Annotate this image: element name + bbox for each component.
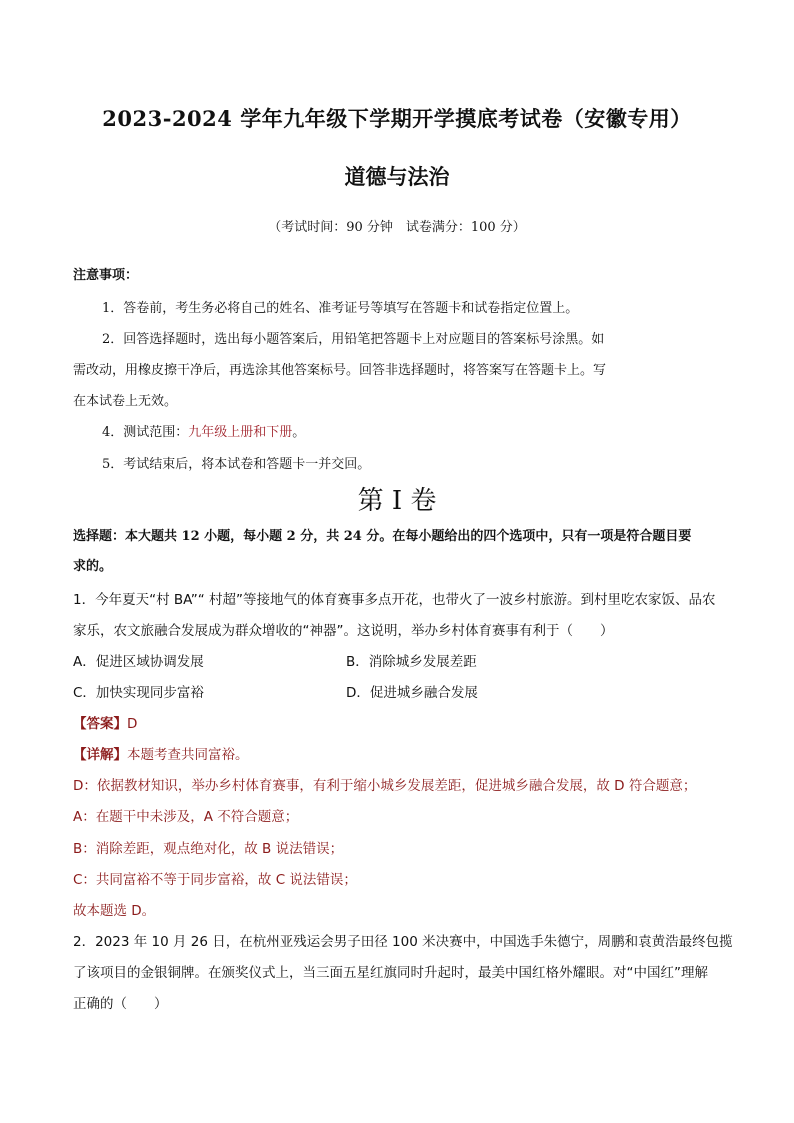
subject-title: 道德与法治 <box>344 164 450 189</box>
notice-item-1: 1．答卷前，考生务必将自己的姓名、准考证号等填写在答题卡和试卷指定位置上。 <box>102 301 579 316</box>
question-1-line-1: 1．今年夏天“村 BA”“ 村超”等接地气的体育赛事多点开花，也带火了一波乡村旅游。到村里吃农家饭、品农 <box>73 592 716 608</box>
question-1-answer <box>73 712 137 732</box>
notice-item-2-line-1: 2．回答选择题时，选出每小题答案后，用铅笔把答题卡上对应题目的答案标号涂黑。如 <box>102 332 605 347</box>
notice-item-4-suffix: 。 <box>292 425 306 440</box>
question-1-line-2: 家乐，农文旅融合发展成为群众增收的“神器”。这说明，举办乡村体育赛事有利于（ ） <box>73 623 614 639</box>
section-instructions-line-2: 求的。 <box>73 559 113 574</box>
question-1-detail <box>73 743 249 763</box>
notice-item-2-line-2: 需改动，用橡皮擦干净后，再选涂其他答案标号。回答非选择题时，将答案写在答题卡上。写 <box>73 363 607 378</box>
test-range: 九年级上册和下册 <box>188 425 293 440</box>
question-1-explanation-b: B：消除差距，观点绝对化，故 B 说法错误； <box>73 841 344 857</box>
exam-info: （考试时间：90 分钟 试卷满分：100 分） <box>268 220 526 235</box>
notice-item-4-prefix: 4．测试范围： <box>102 425 189 440</box>
question-1-explanation-a: A：在题干中未涉及，A 不符合题意； <box>73 809 299 825</box>
answer-tag: 【答案】 <box>73 716 127 732</box>
detail-tag: 【详解】 <box>73 747 127 763</box>
question-1-option-a: A．促进区域协调发展 <box>73 654 204 670</box>
question-1-explanation-d: D：依据教材知识，举办乡村体育赛事，有利于缩小城乡发展差距，促进城乡融合发展，故 D 符合题意； <box>73 778 697 794</box>
answer-value: D <box>127 716 138 732</box>
question-1-option-d: D．促进城乡融合发展 <box>346 685 478 701</box>
section-instructions-line-1: 选择题：本大题共 12 小题，每小题 2 分，共 24 分。在每小题给出的四个选项中，只有一项是符合题目要 <box>73 529 692 544</box>
detail-text: 本题考查共同富裕。 <box>127 747 249 763</box>
question-2-line-3: 正确的（ ） <box>73 996 168 1012</box>
question-2-line-1: 2．2023 年 10 月 26 日，在杭州亚残运会男子田径 100 米决赛中，中国选手朱德宁，周鹏和袁黄浩最终包揽 <box>73 934 733 950</box>
notice-heading: 注意事项： <box>73 268 139 283</box>
notice-item-2-line-3: 在本试卷上无效。 <box>73 394 178 409</box>
notice-item-4 <box>102 421 305 440</box>
question-1-option-b: B．消除城乡发展差距 <box>346 654 477 670</box>
question-1-option-c: C．加快实现同步富裕 <box>73 685 204 701</box>
exam-title: 2023-2024 学年九年级下学期开学摸底考试卷（安徽专用） <box>102 106 692 131</box>
section-title: 第 I 卷 <box>357 486 437 516</box>
question-2-line-2: 了该项目的金银铜牌。在颁奖仪式上，当三面五星红旗同时升起时，最美中国红格外耀眼。对“中国红”理解 <box>73 965 708 981</box>
question-1-conclusion: 故本题选 D。 <box>73 903 156 919</box>
question-1-explanation-c: C：共同富裕不等于同步富裕，故 C 说法错误； <box>73 872 357 888</box>
notice-item-5: 5．考试结束后，将本试卷和答题卡一并交回。 <box>102 457 371 472</box>
